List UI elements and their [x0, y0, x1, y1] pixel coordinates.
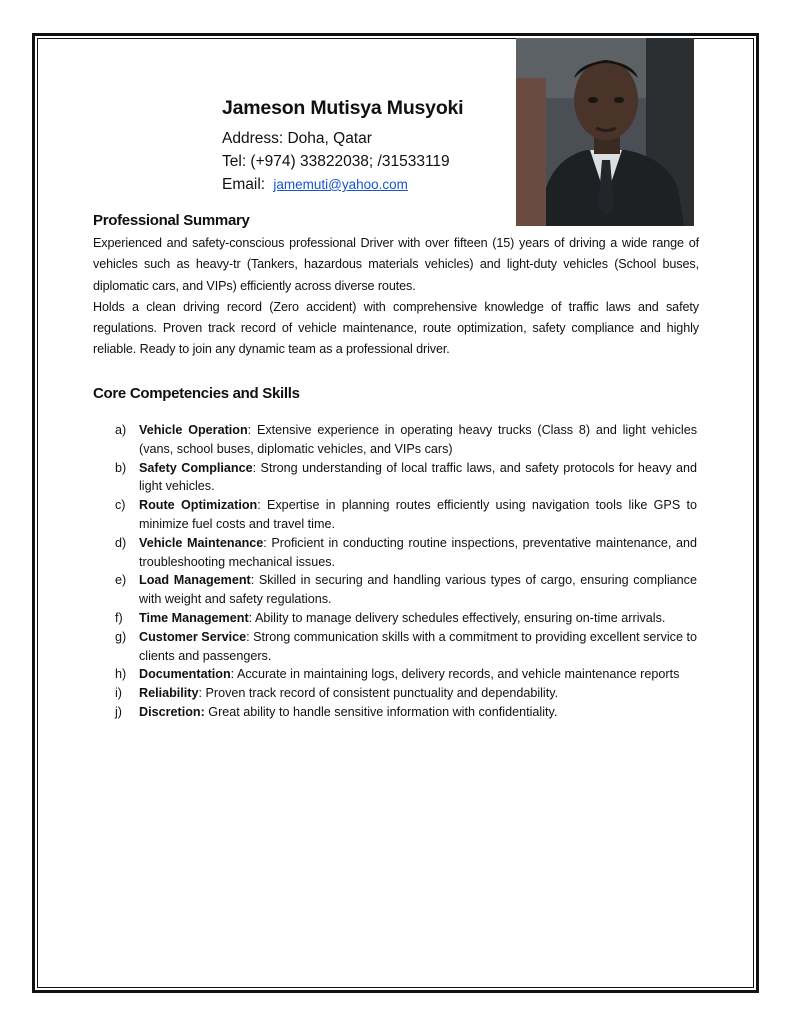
list-item [115, 684, 697, 703]
skill-label: Safety Compliance [139, 460, 253, 475]
skill-text [139, 534, 697, 572]
candidate-name: Jameson Mutisya Musyoki [222, 97, 464, 119]
list-item [115, 534, 697, 572]
list-item [115, 571, 697, 609]
list-marker: c) [115, 498, 126, 513]
list-marker: d) [115, 535, 127, 550]
list-item [115, 459, 697, 497]
skill-text [139, 571, 697, 609]
skill-description: : Skilled in securing and handling various types of cargo, ensuring compliance with weight and safety regulations. [139, 573, 697, 607]
list-marker: j) [115, 704, 122, 719]
skill-description: : Ability to manage delivery schedules effectively, ensuring on-time arrivals. [248, 610, 666, 625]
skill-text [139, 421, 697, 459]
skills-list [115, 421, 697, 722]
list-item [115, 628, 697, 666]
skill-description: : Strong communication skills with a commitment to providing excellent service to clients and passengers. [139, 629, 697, 663]
contact-header [222, 95, 463, 196]
skill-description: Great ability to handle sensitive information with confidentiality. [204, 704, 558, 719]
skill-description: : Proficient in conducting routine inspections, preventative maintenance, and troubleshooting mechanical issues. [139, 535, 697, 569]
list-item [115, 421, 697, 459]
address-line: Address: Doha, Qatar [222, 130, 372, 147]
summary-heading: Professional Summary [93, 212, 250, 229]
summary-body [93, 233, 699, 361]
skill-label: Vehicle Operation [139, 423, 248, 437]
skill-description: : Strong understanding of local traffic laws, and safety protocols for heavy and light vehicles. [139, 460, 697, 494]
skill-label: Reliability [139, 686, 199, 701]
skill-label: Vehicle Maintenance [139, 535, 264, 550]
list-item [115, 665, 697, 684]
skill-description: : Accurate in maintaining logs, delivery records, and vehicle maintenance reports [230, 667, 680, 682]
skill-label: Documentation [139, 667, 231, 682]
profile-photo [516, 38, 694, 226]
skill-text [139, 496, 697, 534]
list-marker: g) [115, 629, 127, 644]
list-marker: a) [115, 423, 127, 437]
list-marker: i) [115, 686, 122, 701]
skill-description: : Proven track record of consistent punctuality and dependability. [198, 686, 559, 701]
skill-text [139, 684, 697, 703]
skill-text [139, 459, 697, 497]
list-item [115, 609, 697, 628]
skill-text [139, 665, 697, 684]
skill-description: : Expertise in planning routes efficiently using navigation tools like GPS to minimize fuel costs and travel time. [139, 498, 698, 531]
list-marker: f) [115, 610, 123, 625]
list-marker: e) [115, 573, 127, 588]
email-label: Email: [222, 176, 266, 193]
phone-line: Tel: (+974) 33822038; /31533119 [222, 153, 450, 170]
skill-label: Discretion: [139, 704, 205, 719]
list-item [115, 496, 697, 534]
summary-paragraph: Experienced and safety-conscious professional Driver with over fifteen (15) years of driving a wide range of vehicles such as heavy-tr (Tankers, hazardous materials vehicles) and light-duty vehicles (School buses, diplomatic cars, and VIPs) efficiently across diverse routes. [93, 236, 699, 293]
list-marker: h) [115, 667, 127, 682]
summary-paragraph: Holds a clean driving record (Zero accident) with comprehensive knowledge of traffic laws and safety regulations. Proven track record of vehicle maintenance, route optimization, safety compliance and highly reliable. Ready to join any dynamic team as a professional driver. [93, 299, 699, 357]
email-link[interactable]: jamemuti@yahoo.com [273, 177, 408, 192]
skill-label: Time Management [139, 610, 249, 625]
skill-text [139, 628, 697, 666]
email-line [222, 173, 463, 196]
list-item [115, 703, 697, 722]
skill-label: Customer Service [139, 629, 247, 644]
skill-text [139, 703, 697, 722]
list-marker: b) [115, 460, 127, 475]
skill-label: Route Optimization [139, 498, 258, 513]
skill-text [139, 609, 697, 628]
skill-label: Load Management [139, 573, 251, 588]
skill-description: : Extensive experience in operating heavy trucks (Class 8) and light vehicles (vans, school buses, diplomatic vehicles, and VIPs cars) [139, 423, 697, 456]
skills-heading: Core Competencies and Skills [93, 385, 300, 402]
